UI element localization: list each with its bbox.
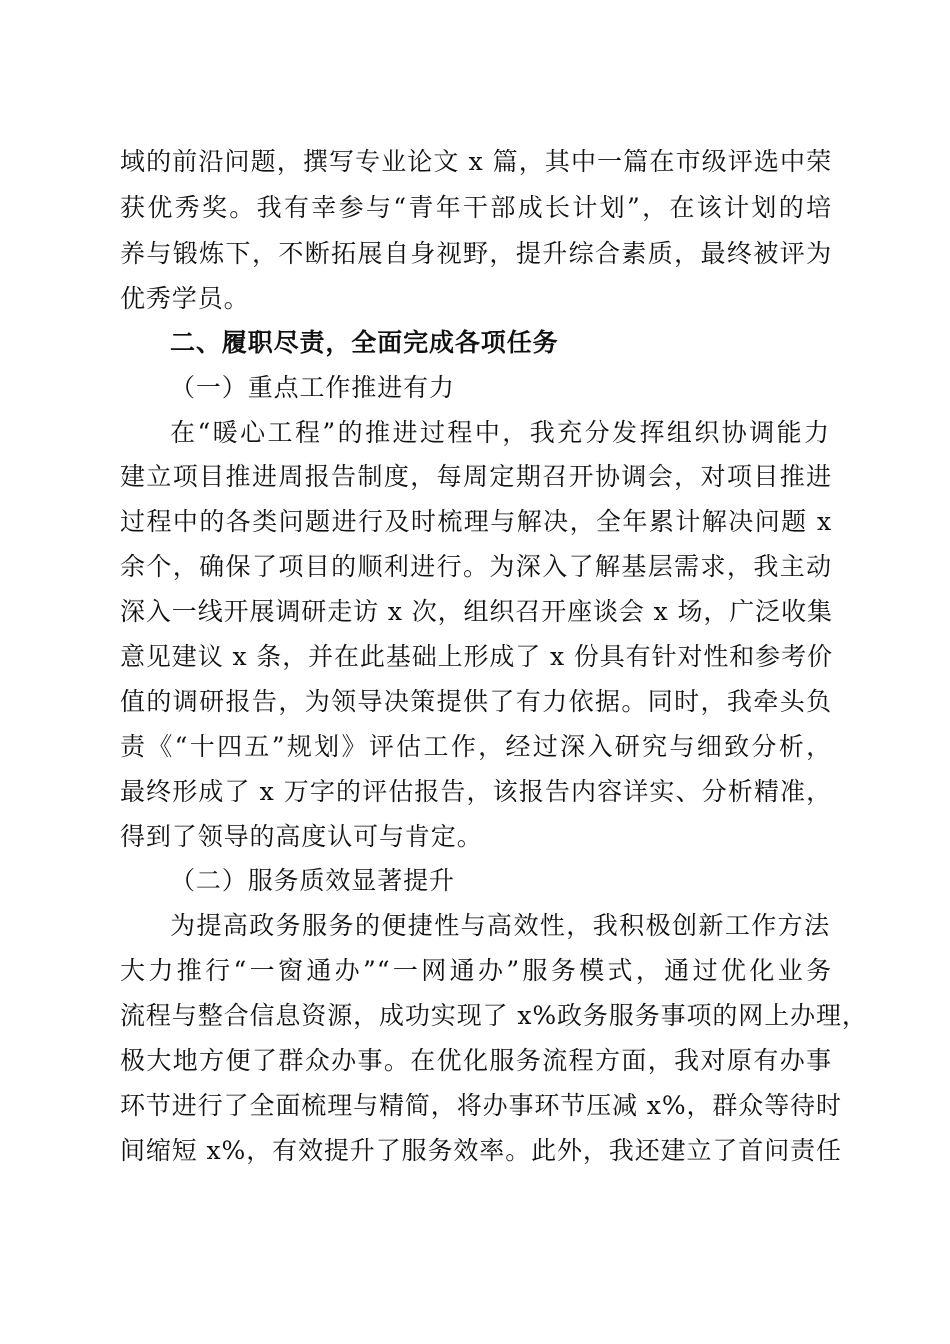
paragraph-line: 域的前沿问题，撰写专业论文 x 篇，其中一篇在市级评选中荣 [120, 147, 832, 176]
paragraph-line: 意见建议 x 条，并在此基础上形成了 x 份具有针对性和参考价 [120, 642, 833, 671]
paragraph-line: 深入一线开展调研走访 x 次，组织召开座谈会 x 场，广泛收集 [120, 597, 833, 626]
paragraph-line: 值的调研报告，为领导决策提供了有力依据。同时，我牵头负 [120, 687, 832, 716]
paragraph-line: 间缩短 x%，有效提升了服务效率。此外，我还建立了首问责任 [120, 1136, 842, 1165]
paragraph-line: 得到了领导的高度认可与肯定。 [120, 822, 483, 851]
paragraph-line: 余个，确保了项目的顺利进行。为深入了解基层需求，我主动 [120, 552, 832, 581]
subsection-heading: （一）重点工作推进有力 [170, 373, 455, 402]
paragraph-line: 为提高政务服务的便捷性与高效性，我积极创新工作方法 [170, 911, 830, 940]
paragraph-line: 优秀学员。 [120, 284, 250, 313]
paragraph-line: 流程与整合信息资源，成功实现了 x%政务服务事项的网上办理， [120, 1001, 868, 1030]
paragraph-line: 大力推行“一窗通办”“一网通办”服务模式，通过优化业务 [120, 956, 832, 985]
paragraph-line: 极大地方便了群众办事。在优化服务流程方面，我对原有办事 [120, 1046, 832, 1075]
paragraph-line: 建立项目推进周报告制度，每周定期召开协调会，对项目推进 [120, 462, 832, 491]
paragraph-line: 养与锻炼下，不断拓展自身视野，提升综合素质，最终被评为 [120, 239, 832, 268]
paragraph-line: 责《“十四五”规划》评估工作，经过深入研究与细致分析， [120, 732, 832, 761]
paragraph-line: 获优秀奖。我有幸参与“青年干部成长计划”，在该计划的培 [120, 193, 832, 222]
section-heading: 二、履职尽责，全面完成各项任务 [170, 328, 559, 357]
subsection-heading: （二）服务质效显著提升 [170, 866, 455, 895]
paragraph-line: 过程中的各类问题进行及时梳理与解决，全年累计解决问题 x [120, 507, 832, 536]
paragraph-line: 在“暖心工程”的推进过程中，我充分发挥组织协调能力 [170, 418, 830, 447]
paragraph-line: 环节进行了全面梳理与精简，将办事环节压减 x%，群众等待时 [120, 1091, 842, 1120]
paragraph-line: 最终形成了 x 万字的评估报告，该报告内容详实、分析精准， [120, 777, 832, 806]
